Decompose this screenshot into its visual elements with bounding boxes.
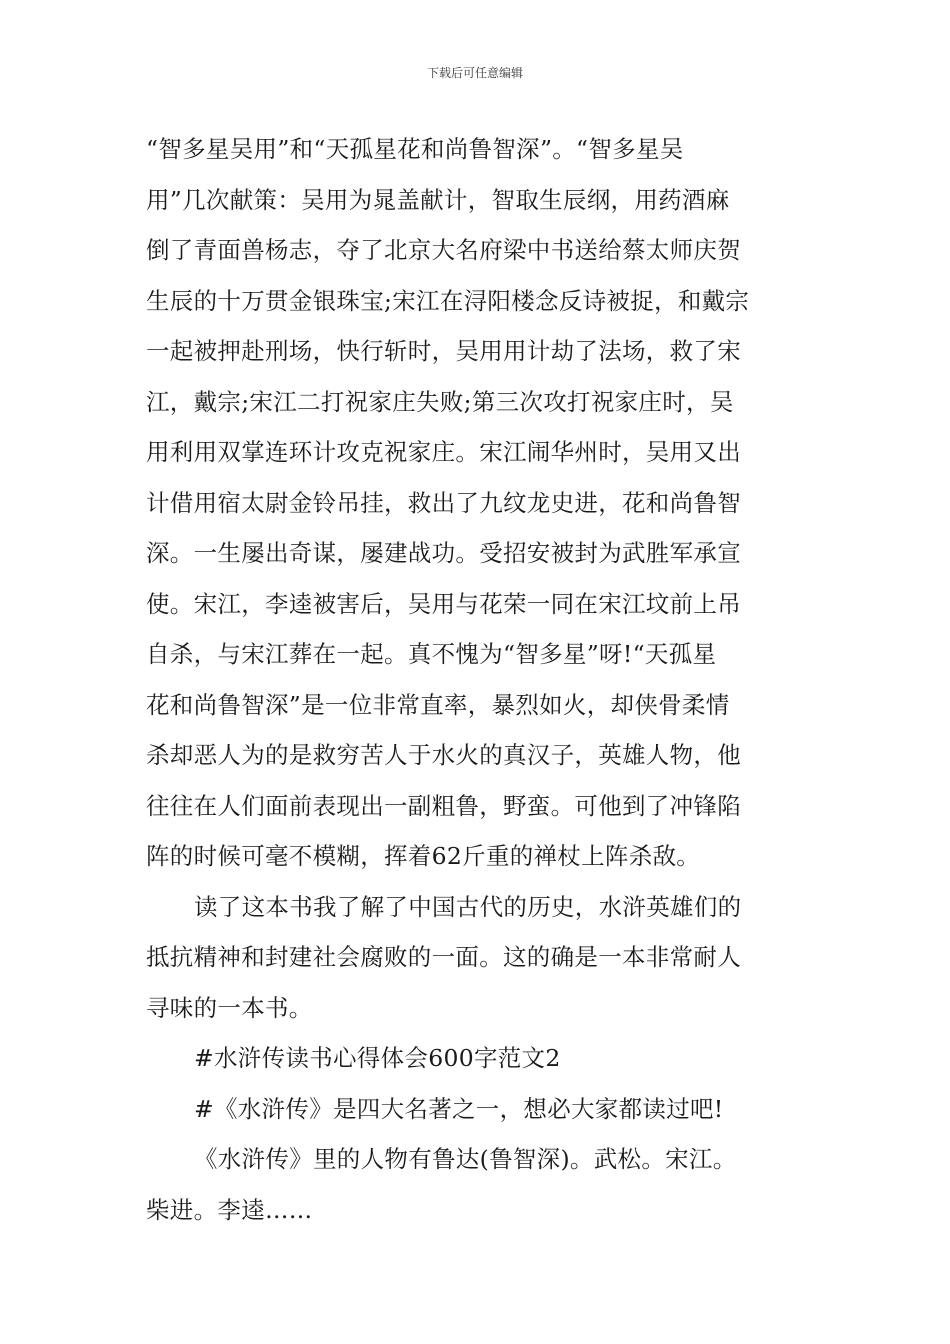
paragraph-start-line: #《水浒传》是四大名著之一，想必大家都读过吧! (194, 1094, 724, 1123)
text-line: 用利用双掌连环计攻克祝家庄。宋江闹华州时，吴用又出 (146, 438, 741, 466)
paragraph-start-line: 《水浒传》里的人物有鲁达(鲁智深)。武松。宋江。 (194, 1145, 737, 1173)
paragraph-start-line: 读了这本书我了解了中国古代的历史，水浒英雄们的 (194, 892, 742, 921)
text-line: 柴进。李逵…… (146, 1195, 313, 1224)
page-header: 下载后可任意编辑 (426, 66, 523, 80)
text-line: 抵抗精神和封建社会腐败的一面。这的确是一本非常耐人 (146, 943, 741, 971)
text-line: 江，戴宗;宋江二打祝家庄失败;第三次攻打祝家庄时，吴 (146, 387, 734, 416)
text-line: 寻味的一本书。 (146, 993, 313, 1022)
text-line: 生辰的十万贯金银珠宝;宋江在浔阳楼念反诗被捉，和戴宗 (146, 286, 750, 315)
text-line: 一起被押赴刑场，快行斩时，吴用用计劫了法场，救了宋 (146, 337, 741, 365)
text-line: 花和尚鲁智深”是一位非常直率，暴烈如火，却侠骨柔情 (146, 690, 730, 719)
text-line: 杀却恶人为的是救穷苦人于水火的真汉子，英雄人物，他 (146, 741, 741, 769)
text-line: 计借用宿太尉金铃吊挂，救出了九纹龙史进，花和尚鲁智 (146, 488, 741, 517)
section-heading: #水浒传读书心得体会600字范文2 (194, 1044, 561, 1072)
text-line: 阵的时候可毫不模糊，挥着62斤重的禅杖上阵杀敌。 (146, 842, 701, 870)
text-line: 深。一生屡出奇谋，屡建战功。受招安被封为武胜军承宣 (146, 539, 741, 567)
text-line: 使。宋江，李逵被害后，吴用与花荣一同在宋江坟前上吊 (146, 589, 741, 618)
document-body (146, 124, 808, 1235)
text-line: 用”几次献策：吴用为晁盖献计，智取生辰纲，用药酒麻 (146, 185, 730, 214)
text-line: “智多星吴用”和“天孤星花和尚鲁智深”。“智多星吴 (146, 135, 684, 163)
text-line: 往往在人们面前表现出一副粗鲁，野蛮。可他到了冲锋陷 (146, 791, 741, 820)
text-line: 自杀，与宋江葬在一起。真不愧为“智多星”呀!“天孤星 (146, 640, 717, 668)
text-line: 倒了青面兽杨志，夺了北京大名府梁中书送给蔡太师庆贺 (146, 236, 741, 264)
